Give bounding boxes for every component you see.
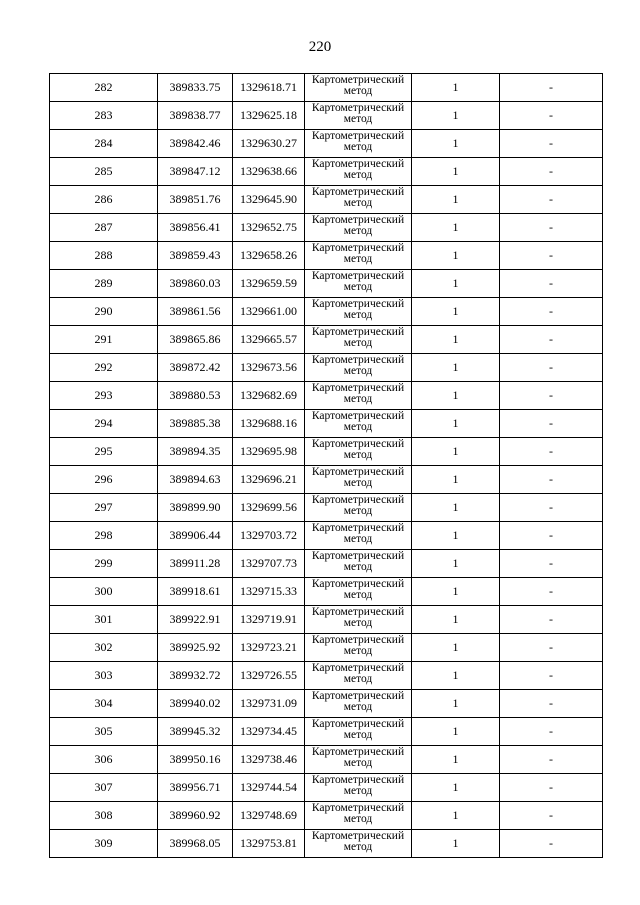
description-cell: - [500, 130, 603, 158]
description-cell: - [500, 74, 603, 102]
accuracy-cell: 1 [412, 550, 500, 578]
method-label-line2: метод [343, 841, 373, 853]
accuracy-cell: 1 [412, 410, 500, 438]
description-cell: - [500, 158, 603, 186]
point-number-cell: 293 [50, 382, 158, 410]
description-cell: - [500, 326, 603, 354]
method-cell [305, 662, 412, 690]
y-coordinate-cell: 1329715.33 [233, 578, 305, 606]
method-label-line1: Картометрический [311, 410, 405, 422]
method-cell [305, 466, 412, 494]
method-cell [305, 550, 412, 578]
point-number-cell: 307 [50, 774, 158, 802]
y-coordinate-cell: 1329703.72 [233, 522, 305, 550]
method-label-line2: метод [343, 225, 373, 237]
x-coordinate-cell: 389865.86 [158, 326, 233, 354]
point-number-cell: 303 [50, 662, 158, 690]
point-number-cell: 298 [50, 522, 158, 550]
y-coordinate-cell: 1329719.91 [233, 606, 305, 634]
method-cell [305, 718, 412, 746]
method-cell [305, 102, 412, 130]
accuracy-cell: 1 [412, 130, 500, 158]
method-cell [305, 298, 412, 326]
method-label-line1: Картометрический [311, 298, 405, 310]
table-row [50, 270, 603, 298]
method-cell [305, 214, 412, 242]
accuracy-cell: 1 [412, 102, 500, 130]
point-number-cell: 289 [50, 270, 158, 298]
accuracy-cell: 1 [412, 718, 500, 746]
accuracy-cell: 1 [412, 270, 500, 298]
y-coordinate-cell: 1329682.69 [233, 382, 305, 410]
x-coordinate-cell: 389872.42 [158, 354, 233, 382]
description-cell: - [500, 550, 603, 578]
method-cell [305, 634, 412, 662]
table-row [50, 186, 603, 214]
description-cell: - [500, 662, 603, 690]
method-label-line2: метод [343, 533, 373, 545]
method-label-line2: метод [343, 113, 373, 125]
point-number-cell: 287 [50, 214, 158, 242]
method-cell [305, 242, 412, 270]
method-label-line1: Картометрический [311, 522, 405, 534]
table-row [50, 718, 603, 746]
table-row [50, 326, 603, 354]
method-label-line2: метод [343, 701, 373, 713]
x-coordinate-cell: 389945.32 [158, 718, 233, 746]
point-number-cell: 300 [50, 578, 158, 606]
point-number-cell: 288 [50, 242, 158, 270]
point-number-cell: 297 [50, 494, 158, 522]
description-cell: - [500, 690, 603, 718]
method-label-line1: Картометрический [311, 354, 405, 366]
method-label-line2: метод [343, 421, 373, 433]
table-row [50, 550, 603, 578]
x-coordinate-cell: 389860.03 [158, 270, 233, 298]
point-number-cell: 286 [50, 186, 158, 214]
method-cell [305, 746, 412, 774]
point-number-cell: 295 [50, 438, 158, 466]
y-coordinate-cell: 1329744.54 [233, 774, 305, 802]
x-coordinate-cell: 389838.77 [158, 102, 233, 130]
y-coordinate-cell: 1329661.00 [233, 298, 305, 326]
description-cell: - [500, 774, 603, 802]
method-label-line2: метод [343, 449, 373, 461]
method-label-line2: метод [343, 505, 373, 517]
method-label-line1: Картометрический [311, 550, 405, 562]
y-coordinate-cell: 1329707.73 [233, 550, 305, 578]
coordinates-table-body [50, 74, 603, 858]
y-coordinate-cell: 1329630.27 [233, 130, 305, 158]
method-label-line2: метод [343, 337, 373, 349]
accuracy-cell: 1 [412, 438, 500, 466]
y-coordinate-cell: 1329659.59 [233, 270, 305, 298]
point-number-cell: 296 [50, 466, 158, 494]
point-number-cell: 299 [50, 550, 158, 578]
description-cell: - [500, 270, 603, 298]
accuracy-cell: 1 [412, 214, 500, 242]
x-coordinate-cell: 389847.12 [158, 158, 233, 186]
method-label-line2: метод [343, 645, 373, 657]
table-row [50, 74, 603, 102]
x-coordinate-cell: 389918.61 [158, 578, 233, 606]
method-label-line2: метод [343, 729, 373, 741]
method-label-line1: Картометрический [311, 382, 405, 394]
method-label-line1: Картометрический [311, 438, 405, 450]
table-row [50, 746, 603, 774]
table-row [50, 690, 603, 718]
method-cell [305, 74, 412, 102]
description-cell: - [500, 354, 603, 382]
y-coordinate-cell: 1329688.16 [233, 410, 305, 438]
method-label-line2: метод [343, 561, 373, 573]
table-row [50, 438, 603, 466]
description-cell: - [500, 186, 603, 214]
method-label-line1: Картометрический [311, 606, 405, 618]
table-row [50, 634, 603, 662]
method-label-line1: Картометрический [311, 746, 405, 758]
point-number-cell: 292 [50, 354, 158, 382]
description-cell: - [500, 746, 603, 774]
x-coordinate-cell: 389833.75 [158, 74, 233, 102]
y-coordinate-cell: 1329695.98 [233, 438, 305, 466]
point-number-cell: 294 [50, 410, 158, 438]
method-label-line2: метод [343, 197, 373, 209]
method-label-line1: Картометрический [311, 158, 405, 170]
table-row [50, 830, 603, 858]
method-label-line2: метод [343, 813, 373, 825]
y-coordinate-cell: 1329618.71 [233, 74, 305, 102]
y-coordinate-cell: 1329726.55 [233, 662, 305, 690]
x-coordinate-cell: 389911.28 [158, 550, 233, 578]
y-coordinate-cell: 1329638.66 [233, 158, 305, 186]
point-number-cell: 284 [50, 130, 158, 158]
x-coordinate-cell: 389940.02 [158, 690, 233, 718]
x-coordinate-cell: 389885.38 [158, 410, 233, 438]
method-cell [305, 438, 412, 466]
table-row [50, 102, 603, 130]
method-label-line1: Картометрический [311, 186, 405, 198]
accuracy-cell: 1 [412, 242, 500, 270]
point-number-cell: 302 [50, 634, 158, 662]
x-coordinate-cell: 389894.35 [158, 438, 233, 466]
table-row [50, 298, 603, 326]
method-label-line2: метод [343, 141, 373, 153]
method-cell [305, 494, 412, 522]
accuracy-cell: 1 [412, 606, 500, 634]
description-cell: - [500, 606, 603, 634]
method-label-line1: Картометрический [311, 270, 405, 282]
method-label-line1: Картометрический [311, 578, 405, 590]
method-cell [305, 578, 412, 606]
method-label-line2: метод [343, 85, 373, 97]
x-coordinate-cell: 389906.44 [158, 522, 233, 550]
method-label-line1: Картометрический [311, 690, 405, 702]
method-label-line2: метод [343, 589, 373, 601]
method-label-line1: Картометрический [311, 102, 405, 114]
table-row [50, 662, 603, 690]
accuracy-cell: 1 [412, 746, 500, 774]
table-row [50, 606, 603, 634]
accuracy-cell: 1 [412, 578, 500, 606]
method-label-line2: метод [343, 785, 373, 797]
y-coordinate-cell: 1329738.46 [233, 746, 305, 774]
point-number-cell: 285 [50, 158, 158, 186]
point-number-cell: 282 [50, 74, 158, 102]
method-label-line1: Картометрический [311, 326, 405, 338]
method-cell [305, 158, 412, 186]
x-coordinate-cell: 389968.05 [158, 830, 233, 858]
table-row [50, 578, 603, 606]
accuracy-cell: 1 [412, 830, 500, 858]
x-coordinate-cell: 389925.92 [158, 634, 233, 662]
method-cell [305, 774, 412, 802]
method-label-line2: метод [343, 309, 373, 321]
x-coordinate-cell: 389932.72 [158, 662, 233, 690]
method-label-line2: метод [343, 281, 373, 293]
description-cell: - [500, 382, 603, 410]
method-label-line2: метод [343, 393, 373, 405]
method-label-line2: метод [343, 617, 373, 629]
y-coordinate-cell: 1329673.56 [233, 354, 305, 382]
method-cell [305, 326, 412, 354]
table-row [50, 354, 603, 382]
point-number-cell: 290 [50, 298, 158, 326]
description-cell: - [500, 634, 603, 662]
y-coordinate-cell: 1329645.90 [233, 186, 305, 214]
y-coordinate-cell: 1329731.09 [233, 690, 305, 718]
x-coordinate-cell: 389859.43 [158, 242, 233, 270]
method-cell [305, 690, 412, 718]
description-cell: - [500, 802, 603, 830]
method-label-line1: Картометрический [311, 466, 405, 478]
table-row [50, 802, 603, 830]
table-row [50, 466, 603, 494]
x-coordinate-cell: 389960.92 [158, 802, 233, 830]
description-cell: - [500, 522, 603, 550]
description-cell: - [500, 214, 603, 242]
method-label-line2: метод [343, 757, 373, 769]
method-label-line1: Картометрический [311, 634, 405, 646]
description-cell: - [500, 102, 603, 130]
point-number-cell: 309 [50, 830, 158, 858]
description-cell: - [500, 298, 603, 326]
method-label-line1: Картометрический [311, 718, 405, 730]
x-coordinate-cell: 389950.16 [158, 746, 233, 774]
x-coordinate-cell: 389880.53 [158, 382, 233, 410]
description-cell: - [500, 578, 603, 606]
method-label-line1: Картометрический [311, 214, 405, 226]
accuracy-cell: 1 [412, 158, 500, 186]
y-coordinate-cell: 1329723.21 [233, 634, 305, 662]
y-coordinate-cell: 1329696.21 [233, 466, 305, 494]
method-label-line1: Картометрический [311, 774, 405, 786]
accuracy-cell: 1 [412, 774, 500, 802]
accuracy-cell: 1 [412, 186, 500, 214]
method-label-line2: метод [343, 673, 373, 685]
x-coordinate-cell: 389851.76 [158, 186, 233, 214]
coordinates-table [49, 73, 603, 858]
method-label-line1: Картометрический [311, 802, 405, 814]
method-cell [305, 802, 412, 830]
y-coordinate-cell: 1329658.26 [233, 242, 305, 270]
table-row [50, 494, 603, 522]
y-coordinate-cell: 1329699.56 [233, 494, 305, 522]
method-cell [305, 382, 412, 410]
method-cell [305, 606, 412, 634]
point-number-cell: 304 [50, 690, 158, 718]
accuracy-cell: 1 [412, 326, 500, 354]
method-label-line1: Картометрический [311, 494, 405, 506]
method-label-line1: Картометрический [311, 830, 405, 842]
method-label-line1: Картометрический [311, 74, 405, 86]
y-coordinate-cell: 1329665.57 [233, 326, 305, 354]
x-coordinate-cell: 389842.46 [158, 130, 233, 158]
accuracy-cell: 1 [412, 690, 500, 718]
method-cell [305, 410, 412, 438]
method-label-line1: Картометрический [311, 242, 405, 254]
y-coordinate-cell: 1329748.69 [233, 802, 305, 830]
y-coordinate-cell: 1329734.45 [233, 718, 305, 746]
method-cell [305, 830, 412, 858]
method-label-line2: метод [343, 477, 373, 489]
y-coordinate-cell: 1329753.81 [233, 830, 305, 858]
table-row [50, 214, 603, 242]
description-cell: - [500, 494, 603, 522]
accuracy-cell: 1 [412, 466, 500, 494]
method-label-line1: Картометрический [311, 662, 405, 674]
accuracy-cell: 1 [412, 662, 500, 690]
point-number-cell: 306 [50, 746, 158, 774]
page-number: 220 [308, 39, 332, 55]
method-cell [305, 130, 412, 158]
accuracy-cell: 1 [412, 382, 500, 410]
point-number-cell: 301 [50, 606, 158, 634]
method-cell [305, 354, 412, 382]
table-row [50, 774, 603, 802]
description-cell: - [500, 242, 603, 270]
table-row [50, 158, 603, 186]
description-cell: - [500, 410, 603, 438]
point-number-cell: 283 [50, 102, 158, 130]
description-cell: - [500, 830, 603, 858]
y-coordinate-cell: 1329652.75 [233, 214, 305, 242]
accuracy-cell: 1 [412, 354, 500, 382]
description-cell: - [500, 438, 603, 466]
accuracy-cell: 1 [412, 634, 500, 662]
method-cell [305, 270, 412, 298]
method-label-line2: метод [343, 365, 373, 377]
accuracy-cell: 1 [412, 802, 500, 830]
y-coordinate-cell: 1329625.18 [233, 102, 305, 130]
method-cell [305, 522, 412, 550]
accuracy-cell: 1 [412, 522, 500, 550]
x-coordinate-cell: 389894.63 [158, 466, 233, 494]
method-label-line1: Картометрический [311, 130, 405, 142]
description-cell: - [500, 718, 603, 746]
description-cell: - [500, 466, 603, 494]
table-row [50, 382, 603, 410]
point-number-cell: 291 [50, 326, 158, 354]
method-label-line2: метод [343, 169, 373, 181]
x-coordinate-cell: 389899.90 [158, 494, 233, 522]
point-number-cell: 305 [50, 718, 158, 746]
table-row [50, 410, 603, 438]
accuracy-cell: 1 [412, 298, 500, 326]
x-coordinate-cell: 389922.91 [158, 606, 233, 634]
table-row [50, 242, 603, 270]
x-coordinate-cell: 389861.56 [158, 298, 233, 326]
point-number-cell: 308 [50, 802, 158, 830]
table-row [50, 130, 603, 158]
accuracy-cell: 1 [412, 494, 500, 522]
method-cell [305, 186, 412, 214]
x-coordinate-cell: 389856.41 [158, 214, 233, 242]
table-row [50, 522, 603, 550]
method-label-line2: метод [343, 253, 373, 265]
x-coordinate-cell: 389956.71 [158, 774, 233, 802]
accuracy-cell: 1 [412, 74, 500, 102]
